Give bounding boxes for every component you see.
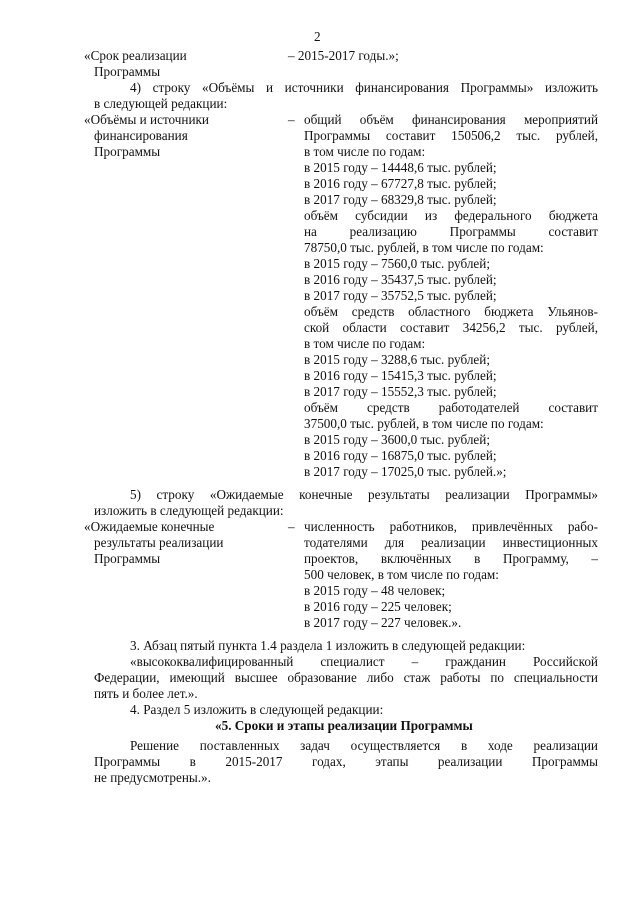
item4-value-line-3: в том числе по годам: bbox=[304, 144, 426, 159]
item3-line-4: пять и более лет.». bbox=[94, 686, 198, 701]
item5-value-line-5: в 2015 году – 48 человек; bbox=[304, 583, 446, 598]
item4-intro-line-2: в следующей редакции: bbox=[94, 96, 228, 111]
item4-value-line-8: на реализацию Программы составит bbox=[304, 224, 598, 239]
item5-dash: – bbox=[288, 519, 295, 534]
item4-value-line-21: в 2015 году – 3600,0 тыс. рублей; bbox=[304, 432, 490, 447]
item5-label-line-3: Программы bbox=[94, 551, 161, 566]
section-paragraph-line-1: Решение поставленных задач осуществляется в ходе реализации bbox=[130, 738, 598, 753]
item4-value-line-6: в 2017 году – 68329,8 тыс. рублей; bbox=[304, 192, 497, 207]
item4-value-line-13: объём средств областного бюджета Ульянов- bbox=[304, 304, 598, 319]
item4-value-line-11: в 2016 году – 35437,5 тыс. рублей; bbox=[304, 272, 497, 287]
item4-value-line-16: в 2015 году – 3288,6 тыс. рублей; bbox=[304, 352, 490, 367]
item4-value-line-20: 37500,0 тыс. рублей, в том числе по годам: bbox=[304, 416, 544, 431]
item4-intro-line-1: 4) строку «Объёмы и источники финансирования Программы» изложить bbox=[130, 80, 598, 95]
item5-intro-line-2: изложить в следующей редакции: bbox=[94, 503, 284, 518]
item5-value-line-7: в 2017 году – 227 человек.». bbox=[304, 615, 462, 630]
term-label-line-2: Программы bbox=[94, 64, 161, 79]
item4-value-line-23: в 2017 году – 17025,0 тыс. рублей.»; bbox=[304, 464, 507, 479]
item4-value-line-19: объём средств работодателей составит bbox=[304, 400, 598, 415]
page-number: 2 bbox=[314, 29, 321, 44]
section-paragraph-line-2: Программы в 2015-2017 годах, этапы реализации Программы bbox=[94, 754, 598, 769]
item4-value-line-22: в 2016 году – 16875,0 тыс. рублей; bbox=[304, 448, 497, 463]
item4-value-line-1: общий объём финансирования мероприятий bbox=[304, 112, 598, 127]
item4-label-line-3: Программы bbox=[94, 144, 161, 159]
section-paragraph-line-3: не предусмотрены.». bbox=[94, 770, 211, 785]
item5-label-line-2: результаты реализации bbox=[94, 535, 224, 550]
item5-value-line-3: проектов, включённых в Программу, – bbox=[304, 551, 598, 566]
item4-value-line-17: в 2016 году – 15415,3 тыс. рублей; bbox=[304, 368, 497, 383]
section-heading: «5. Сроки и этапы реализации Программы bbox=[215, 718, 473, 733]
item5-intro-line-1: 5) строку «Ожидаемые конечные результаты реализации Программы» bbox=[130, 487, 598, 502]
item4-dash: – bbox=[288, 112, 295, 127]
item4-label-line-1: «Объёмы и источники bbox=[84, 112, 209, 127]
item3-line-2: «высококвалифицированный специалист – гражданин Российской bbox=[130, 654, 598, 669]
term-value: – 2015-2017 годы.»; bbox=[288, 48, 399, 63]
item4-value-line-15: в том числе по годам: bbox=[304, 336, 426, 351]
item5-value-line-2: тодателями для реализации инвестиционных bbox=[304, 535, 598, 550]
item4-value-line-5: в 2016 году – 67727,8 тыс. рублей; bbox=[304, 176, 497, 191]
item5-value-line-1: численность работников, привлечённых рабо- bbox=[304, 519, 598, 534]
item4-value-line-18: в 2017 году – 15552,3 тыс. рублей; bbox=[304, 384, 497, 399]
item4-value-line-4: в 2015 году – 14448,6 тыс. рублей; bbox=[304, 160, 497, 175]
item5-value-line-6: в 2016 году – 225 человек; bbox=[304, 599, 452, 614]
item4b-line-1: 4. Раздел 5 изложить в следующей редакции: bbox=[130, 702, 384, 717]
item3-line-1: 3. Абзац пятый пункта 1.4 раздела 1 изложить в следующей редакции: bbox=[130, 638, 526, 653]
item3-line-3: Федерации, имеющий высшее образование либо стаж работы по специальности bbox=[94, 670, 598, 685]
term-label-line-1: «Срок реализации bbox=[84, 48, 187, 63]
item4-value-line-7: объём субсидии из федерального бюджета bbox=[304, 208, 598, 223]
item4-value-line-12: в 2017 году – 35752,5 тыс. рублей; bbox=[304, 288, 497, 303]
item4-value-line-2: Программы составит 150506,2 тыс. рублей, bbox=[304, 128, 598, 143]
item4-value-line-10: в 2015 году – 7560,0 тыс. рублей; bbox=[304, 256, 490, 271]
item5-label-line-1: «Ожидаемые конечные bbox=[84, 519, 215, 534]
item5-value-line-4: 500 человек, в том числе по годам: bbox=[304, 567, 499, 582]
item4-value-line-14: ской области составит 34256,2 тыс. рублей, bbox=[304, 320, 598, 335]
item4-label-line-2: финансирования bbox=[94, 128, 188, 143]
item4-value-line-9: 78750,0 тыс. рублей, в том числе по годам: bbox=[304, 240, 544, 255]
